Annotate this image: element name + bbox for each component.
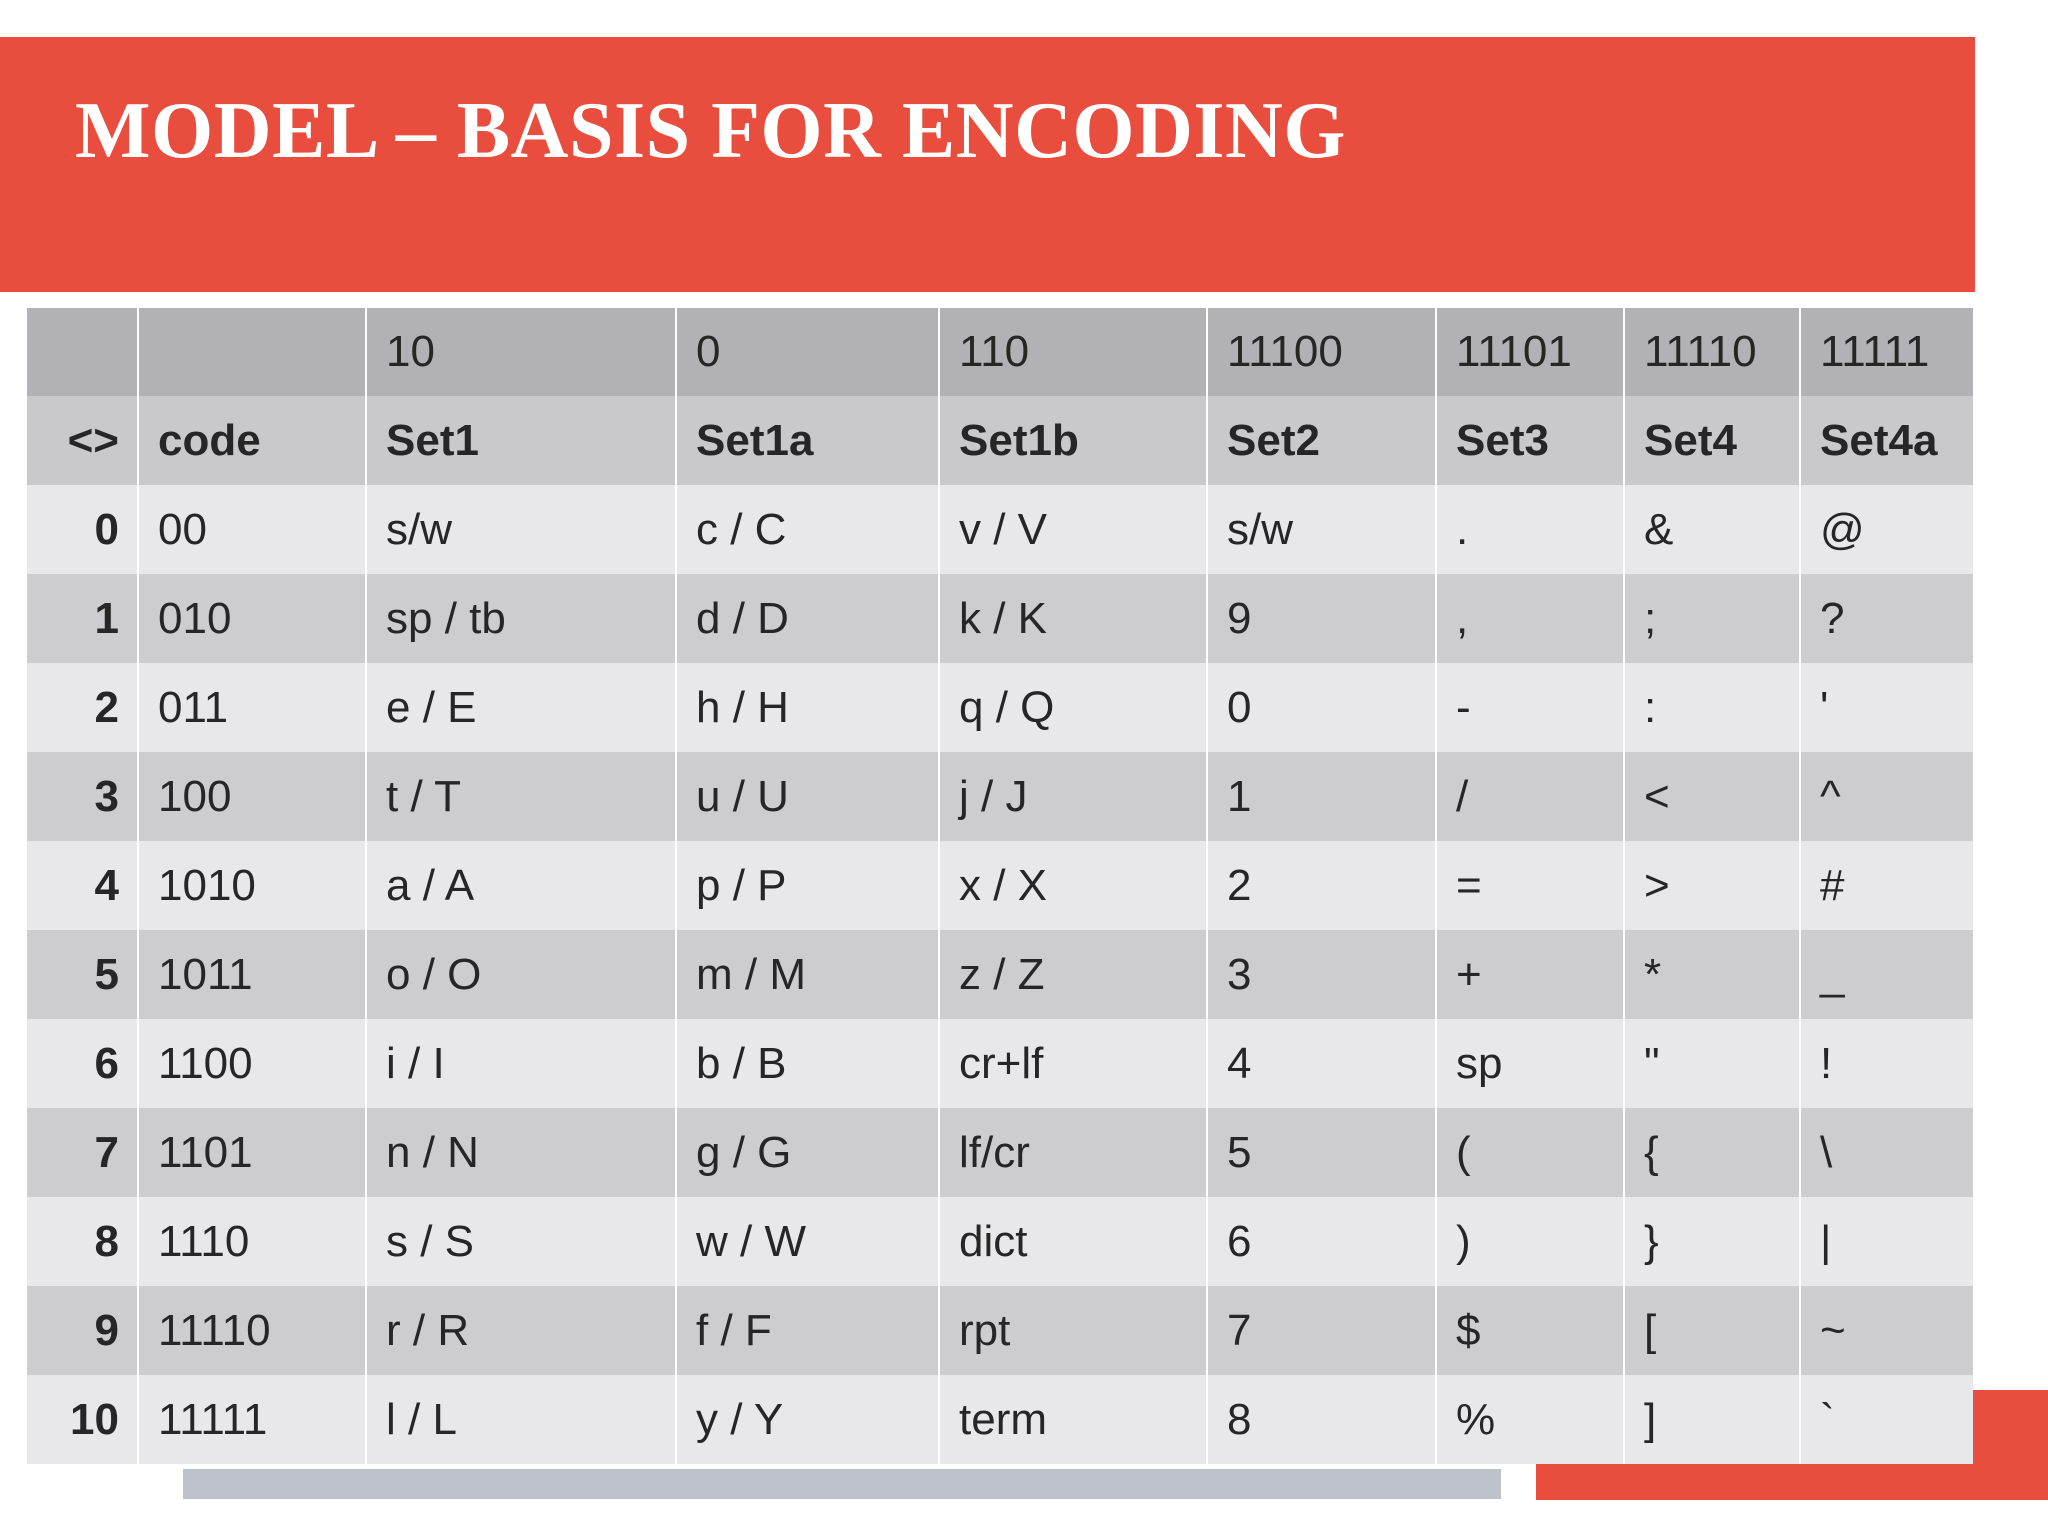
table-cell: & bbox=[1624, 485, 1800, 574]
table-cell: " bbox=[1624, 1019, 1800, 1108]
table-cell: > bbox=[1624, 841, 1800, 930]
table-cell: i / I bbox=[366, 1019, 676, 1108]
table-cell: $ bbox=[1436, 1286, 1624, 1375]
table-cell: 11111 bbox=[138, 1375, 366, 1464]
table-cell: z / Z bbox=[939, 930, 1207, 1019]
table-cell: f / F bbox=[676, 1286, 939, 1375]
table-cell: s / S bbox=[366, 1197, 676, 1286]
table-cell: 010 bbox=[138, 574, 366, 663]
table-cell: p / P bbox=[676, 841, 939, 930]
table-cell: 11111 bbox=[1800, 308, 1973, 396]
table-cell: 5 bbox=[27, 930, 138, 1019]
table-cell: 100 bbox=[138, 752, 366, 841]
table-cell: ! bbox=[1800, 1019, 1973, 1108]
table-cell: 11110 bbox=[1624, 308, 1800, 396]
table-cell: 0 bbox=[27, 485, 138, 574]
table-cell: / bbox=[1436, 752, 1624, 841]
table-cell: + bbox=[1436, 930, 1624, 1019]
table-cell: 3 bbox=[27, 752, 138, 841]
header-row bbox=[27, 396, 1973, 485]
table-cell: 6 bbox=[1207, 1197, 1436, 1286]
table-row bbox=[27, 1375, 1973, 1464]
table-cell bbox=[138, 308, 366, 396]
table-cell: rpt bbox=[939, 1286, 1207, 1375]
encoding-table bbox=[27, 308, 1973, 1464]
table-cell: g / G bbox=[676, 1108, 939, 1197]
table-cell: < bbox=[1624, 752, 1800, 841]
table-cell: 0 bbox=[1207, 663, 1436, 752]
table-row bbox=[27, 1197, 1973, 1286]
table-cell: 1 bbox=[27, 574, 138, 663]
table-cell: 1101 bbox=[138, 1108, 366, 1197]
table-cell: 2 bbox=[1207, 841, 1436, 930]
table-cell: y / Y bbox=[676, 1375, 939, 1464]
table-cell: 3 bbox=[1207, 930, 1436, 1019]
table-row bbox=[27, 1019, 1973, 1108]
table-cell: Set1b bbox=[939, 396, 1207, 485]
table-cell: v / V bbox=[939, 485, 1207, 574]
table-cell: = bbox=[1436, 841, 1624, 930]
table-cell: cr+lf bbox=[939, 1019, 1207, 1108]
table-cell: # bbox=[1800, 841, 1973, 930]
table-cell: o / O bbox=[366, 930, 676, 1019]
table-cell: - bbox=[1436, 663, 1624, 752]
table-cell bbox=[27, 308, 138, 396]
table-cell: 11101 bbox=[1436, 308, 1624, 396]
table-cell: dict bbox=[939, 1197, 1207, 1286]
table-cell: n / N bbox=[366, 1108, 676, 1197]
table-cell: term bbox=[939, 1375, 1207, 1464]
table-cell: code bbox=[138, 396, 366, 485]
table-row bbox=[27, 930, 1973, 1019]
table-cell: sp / tb bbox=[366, 574, 676, 663]
table-cell: 4 bbox=[27, 841, 138, 930]
table-cell: t / T bbox=[366, 752, 676, 841]
table-cell: 1100 bbox=[138, 1019, 366, 1108]
table-cell: Set4a bbox=[1800, 396, 1973, 485]
table-cell: c / C bbox=[676, 485, 939, 574]
table-cell: w / W bbox=[676, 1197, 939, 1286]
table-cell: x / X bbox=[939, 841, 1207, 930]
table-cell: 0 bbox=[676, 308, 939, 396]
table-cell: 8 bbox=[1207, 1375, 1436, 1464]
table-cell: 7 bbox=[1207, 1286, 1436, 1375]
table-cell: ^ bbox=[1800, 752, 1973, 841]
table-cell: 1110 bbox=[138, 1197, 366, 1286]
table-cell: ; bbox=[1624, 574, 1800, 663]
table-cell: u / U bbox=[676, 752, 939, 841]
table-cell: Set3 bbox=[1436, 396, 1624, 485]
table-cell: 8 bbox=[27, 1197, 138, 1286]
table-cell: e / E bbox=[366, 663, 676, 752]
table-cell: ' bbox=[1800, 663, 1973, 752]
table-cell: s/w bbox=[366, 485, 676, 574]
table-cell: 1010 bbox=[138, 841, 366, 930]
table-cell: ` bbox=[1800, 1375, 1973, 1464]
table-cell: % bbox=[1436, 1375, 1624, 1464]
table-cell: ( bbox=[1436, 1108, 1624, 1197]
table-cell: j / J bbox=[939, 752, 1207, 841]
table-cell: m / M bbox=[676, 930, 939, 1019]
table-cell: } bbox=[1624, 1197, 1800, 1286]
table-cell: l / L bbox=[366, 1375, 676, 1464]
table-cell: \ bbox=[1800, 1108, 1973, 1197]
table-row bbox=[27, 574, 1973, 663]
table-cell: q / Q bbox=[939, 663, 1207, 752]
table-cell: . bbox=[1436, 485, 1624, 574]
table-cell: 9 bbox=[1207, 574, 1436, 663]
table-cell: s/w bbox=[1207, 485, 1436, 574]
table-cell: a / A bbox=[366, 841, 676, 930]
table-cell: 10 bbox=[366, 308, 676, 396]
table-cell: : bbox=[1624, 663, 1800, 752]
slide-title: MODEL – BASIS FOR ENCODING bbox=[75, 87, 1346, 175]
table-cell: 4 bbox=[1207, 1019, 1436, 1108]
table-cell: Set1 bbox=[366, 396, 676, 485]
table-cell: 00 bbox=[138, 485, 366, 574]
table-cell: * bbox=[1624, 930, 1800, 1019]
table-cell: d / D bbox=[676, 574, 939, 663]
table-cell: _ bbox=[1800, 930, 1973, 1019]
table-cell: Set4 bbox=[1624, 396, 1800, 485]
table-cell: ~ bbox=[1800, 1286, 1973, 1375]
table-cell: 1 bbox=[1207, 752, 1436, 841]
table-cell: @ bbox=[1800, 485, 1973, 574]
table-cell: ) bbox=[1436, 1197, 1624, 1286]
table-row bbox=[27, 1286, 1973, 1375]
table-cell: 5 bbox=[1207, 1108, 1436, 1197]
table-cell: 2 bbox=[27, 663, 138, 752]
table-cell: , bbox=[1436, 574, 1624, 663]
table-cell: 6 bbox=[27, 1019, 138, 1108]
table-cell: 11100 bbox=[1207, 308, 1436, 396]
table-cell: k / K bbox=[939, 574, 1207, 663]
table-cell: 011 bbox=[138, 663, 366, 752]
table-cell: 7 bbox=[27, 1108, 138, 1197]
table-cell: ? bbox=[1800, 574, 1973, 663]
table-cell: lf/cr bbox=[939, 1108, 1207, 1197]
table-cell: 1011 bbox=[138, 930, 366, 1019]
table-cell: | bbox=[1800, 1197, 1973, 1286]
table-row bbox=[27, 663, 1973, 752]
table-cell: sp bbox=[1436, 1019, 1624, 1108]
table-cell: 110 bbox=[939, 308, 1207, 396]
table-cell: 11110 bbox=[138, 1286, 366, 1375]
table-row bbox=[27, 752, 1973, 841]
table-cell: ] bbox=[1624, 1375, 1800, 1464]
table-cell: Set1a bbox=[676, 396, 939, 485]
table-cell: 10 bbox=[27, 1375, 138, 1464]
prefix-row bbox=[27, 308, 1973, 396]
table-cell: Set2 bbox=[1207, 396, 1436, 485]
table-cell: 9 bbox=[27, 1286, 138, 1375]
table-cell: { bbox=[1624, 1108, 1800, 1197]
footer-gray-bar bbox=[183, 1469, 1501, 1499]
table-cell: <> bbox=[27, 396, 138, 485]
table-row bbox=[27, 841, 1973, 930]
table-row bbox=[27, 485, 1973, 574]
table-row bbox=[27, 1108, 1973, 1197]
table-cell: b / B bbox=[676, 1019, 939, 1108]
table-cell: h / H bbox=[676, 663, 939, 752]
table-cell: [ bbox=[1624, 1286, 1800, 1375]
table-cell: r / R bbox=[366, 1286, 676, 1375]
